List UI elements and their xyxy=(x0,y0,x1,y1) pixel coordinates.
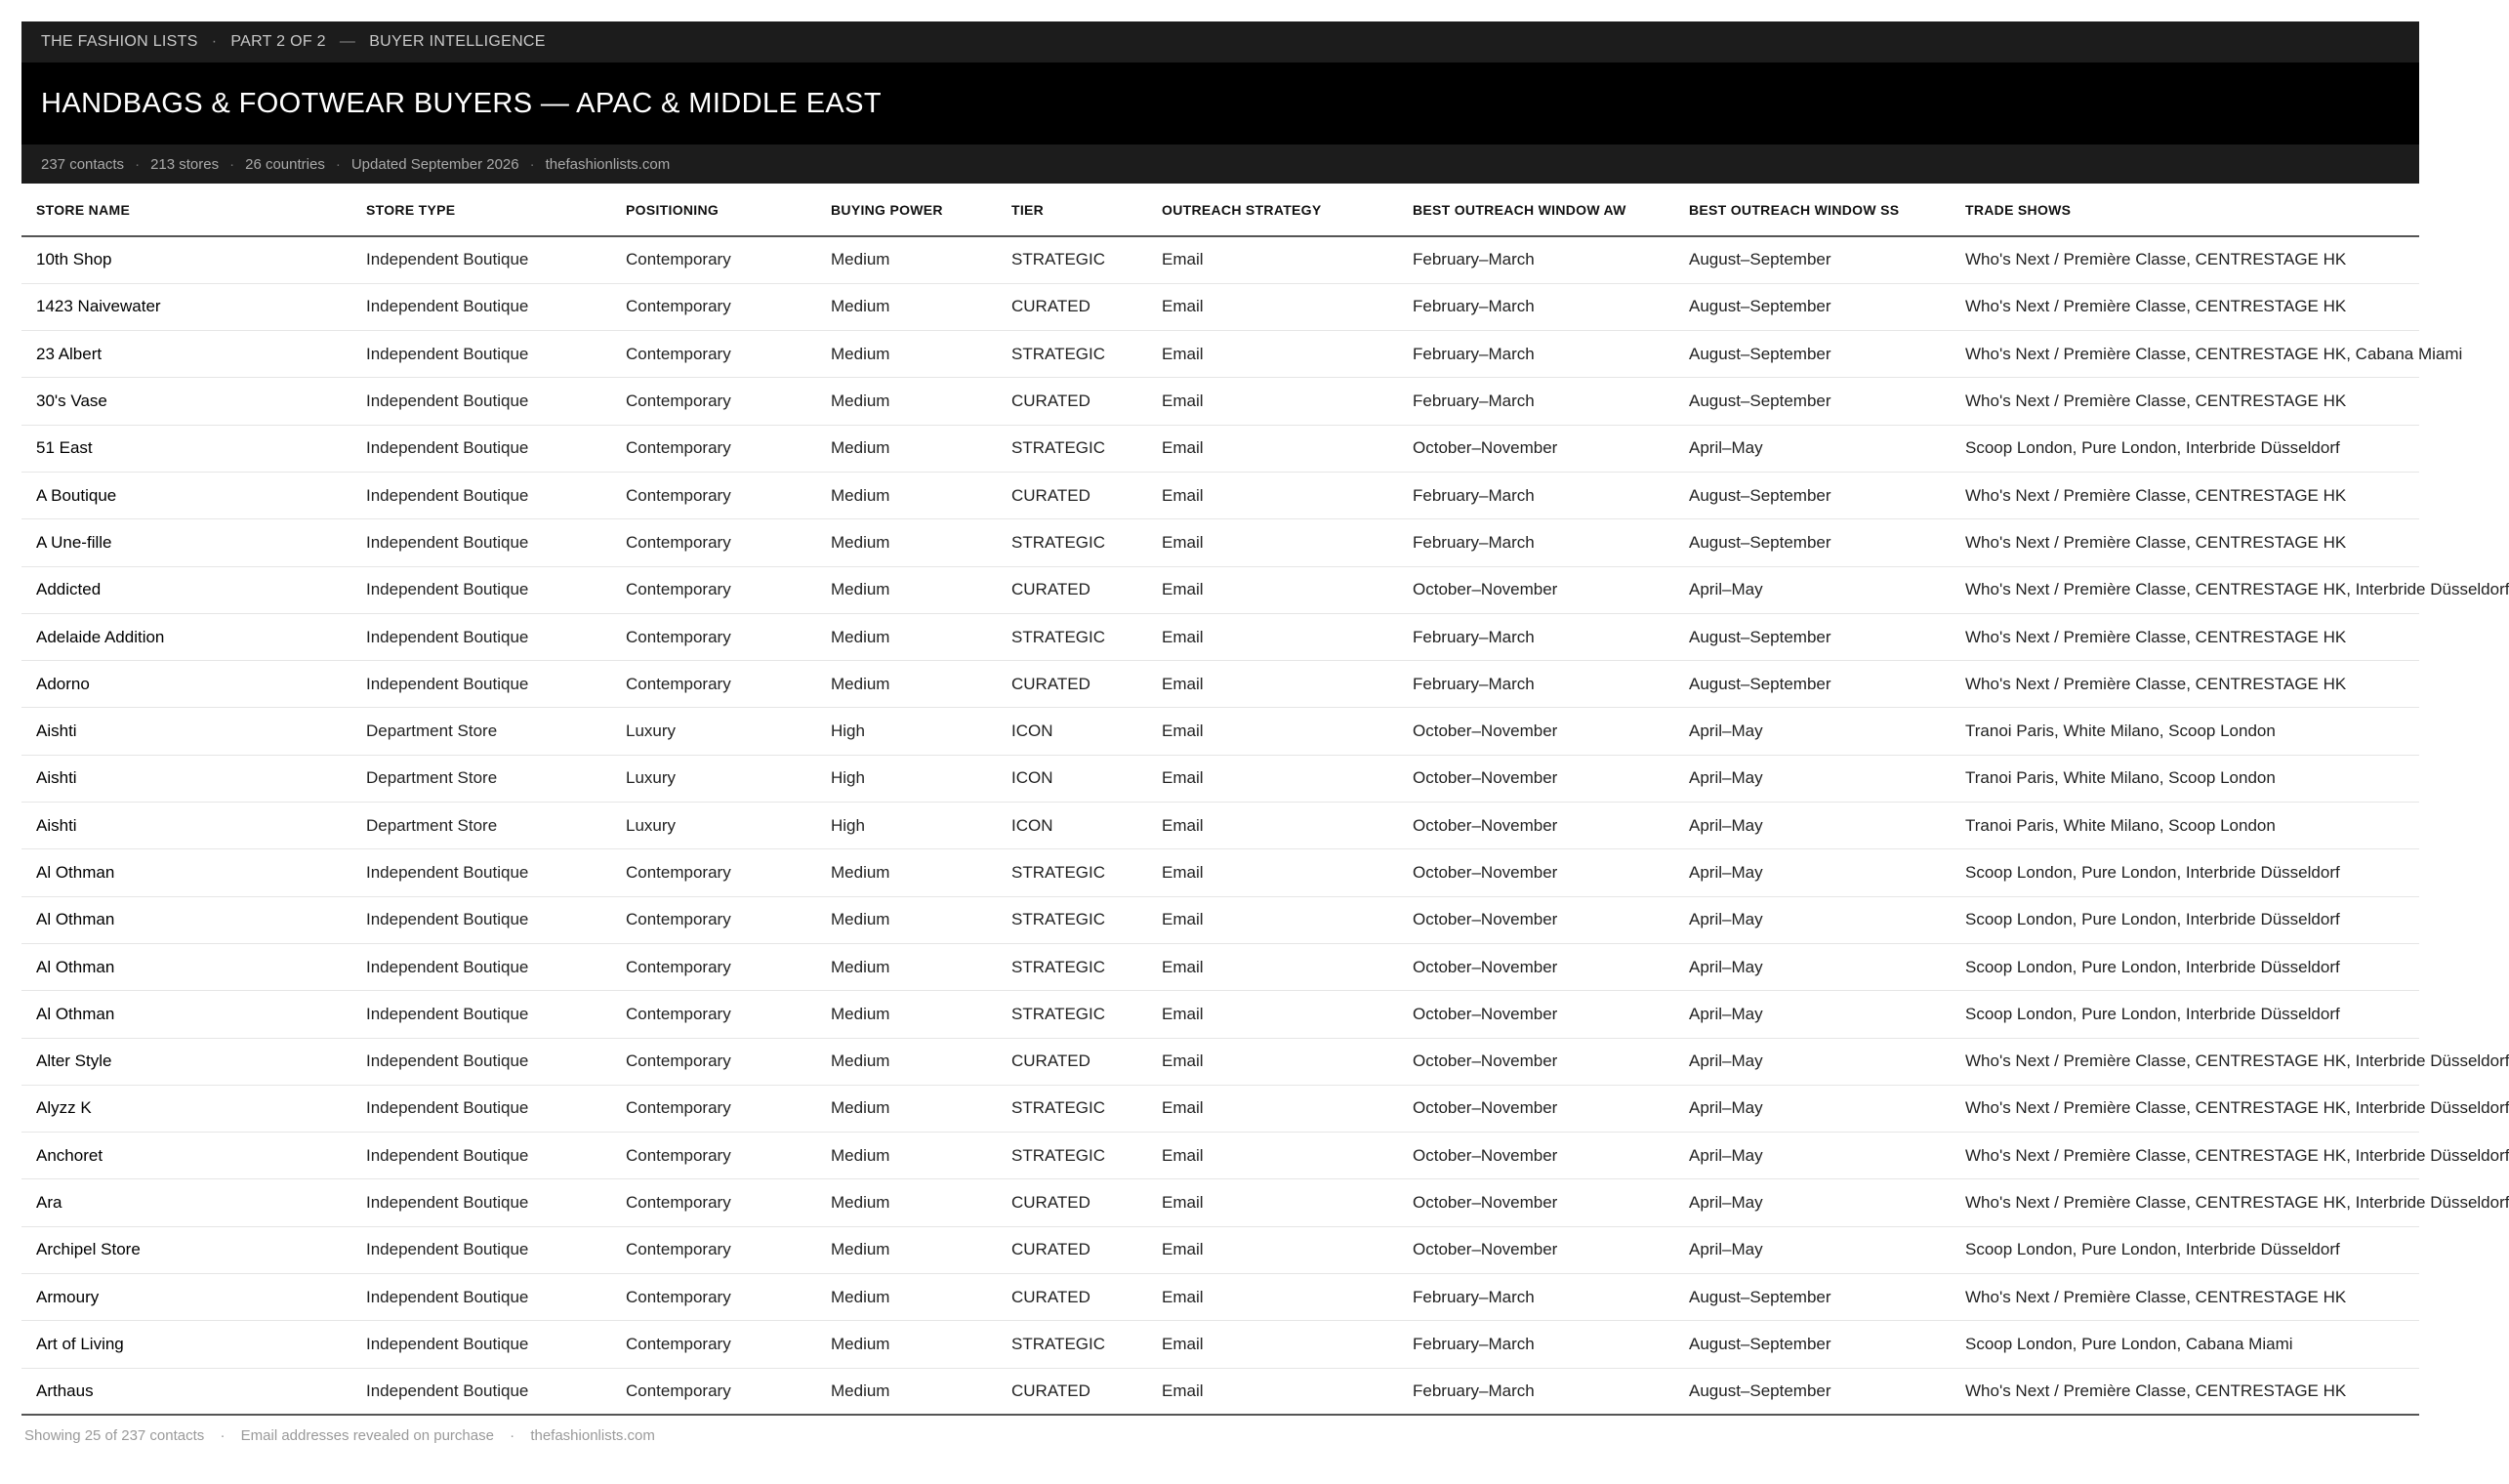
window-ss-cell: August–September xyxy=(1674,661,1951,708)
store-name-cell: Arthaus xyxy=(21,1368,351,1415)
tier-cell: CURATED xyxy=(997,1179,1147,1226)
contacts-count: 237 contacts xyxy=(41,155,125,173)
store-type-cell: Independent Boutique xyxy=(351,943,611,990)
tier-cell: ICON xyxy=(997,708,1147,755)
positioning-cell: Contemporary xyxy=(611,1179,816,1226)
buying-power-cell: Medium xyxy=(816,283,997,330)
positioning-cell: Contemporary xyxy=(611,519,816,566)
store-name-cell: A Une-fille xyxy=(21,519,351,566)
trade-shows-cell: Who's Next / Première Classe, CENTRESTAGE HK, Interbride Düsseldorf xyxy=(1951,1085,2419,1132)
positioning-cell: Luxury xyxy=(611,708,816,755)
window-aw-cell: February–March xyxy=(1398,661,1674,708)
tier-cell: STRATEGIC xyxy=(997,849,1147,896)
window-ss-cell: August–September xyxy=(1674,519,1951,566)
buying-power-cell: Medium xyxy=(816,566,997,613)
table-row[interactable] xyxy=(21,896,2419,943)
window-ss-cell: April–May xyxy=(1674,896,1951,943)
outreach-strategy-cell: Email xyxy=(1147,613,1398,660)
tier-cell: STRATEGIC xyxy=(997,1133,1147,1179)
window-ss-cell: April–May xyxy=(1674,943,1951,990)
window-ss-cell: August–September xyxy=(1674,1321,1951,1368)
column-header-window-ss[interactable]: BEST OUTREACH WINDOW SS xyxy=(1674,184,1951,236)
store-type-cell: Independent Boutique xyxy=(351,1274,611,1321)
tier-cell: CURATED xyxy=(997,1368,1147,1415)
store-type-cell: Independent Boutique xyxy=(351,1321,611,1368)
trade-shows-cell: Scoop London, Pure London, Interbride Düsseldorf xyxy=(1951,991,2419,1038)
store-type-cell: Independent Boutique xyxy=(351,1133,611,1179)
table-body xyxy=(21,236,2509,1415)
store-type-cell: Independent Boutique xyxy=(351,991,611,1038)
store-name-cell: Alyzz K xyxy=(21,1085,351,1132)
tier-cell: ICON xyxy=(997,755,1147,802)
outreach-strategy-cell: Email xyxy=(1147,1133,1398,1179)
outreach-strategy-cell: Email xyxy=(1147,236,1398,283)
window-aw-cell: October–November xyxy=(1398,755,1674,802)
separator-dash: — xyxy=(339,33,356,50)
store-name-cell: Ara xyxy=(21,1179,351,1226)
positioning-cell: Contemporary xyxy=(611,1321,816,1368)
outreach-strategy-cell: Email xyxy=(1147,755,1398,802)
outreach-strategy-cell: Email xyxy=(1147,331,1398,378)
trade-shows-cell: Who's Next / Première Classe, CENTRESTAGE HK xyxy=(1951,236,2419,283)
column-header-outreach-strategy[interactable]: OUTREACH STRATEGY xyxy=(1147,184,1398,236)
window-ss-cell: April–May xyxy=(1674,849,1951,896)
trade-shows-cell: Who's Next / Première Classe, CENTRESTAGE HK xyxy=(1951,283,2419,330)
table-row[interactable] xyxy=(21,661,2419,708)
table-row[interactable] xyxy=(21,943,2419,990)
store-type-cell: Department Store xyxy=(351,708,611,755)
trade-shows-cell: Tranoi Paris, White Milano, Scoop London xyxy=(1951,803,2419,849)
positioning-cell: Contemporary xyxy=(611,943,816,990)
table-row[interactable] xyxy=(21,613,2419,660)
outreach-strategy-cell: Email xyxy=(1147,1179,1398,1226)
window-ss-cell: August–September xyxy=(1674,331,1951,378)
outreach-strategy-cell: Email xyxy=(1147,1085,1398,1132)
positioning-cell: Contemporary xyxy=(611,1038,816,1085)
tier-cell: STRATEGIC xyxy=(997,991,1147,1038)
outreach-strategy-cell: Email xyxy=(1147,378,1398,425)
buying-power-cell: High xyxy=(816,755,997,802)
outreach-strategy-cell: Email xyxy=(1147,1038,1398,1085)
store-name-cell: A Boutique xyxy=(21,472,351,518)
part-label: PART 2 OF 2 xyxy=(230,33,326,50)
window-ss-cell: April–May xyxy=(1674,991,1951,1038)
buying-power-cell: Medium xyxy=(816,613,997,660)
outreach-strategy-cell: Email xyxy=(1147,519,1398,566)
trade-shows-cell: Who's Next / Première Classe, CENTRESTAGE HK, Interbride Düsseldorf xyxy=(1951,1179,2419,1226)
positioning-cell: Contemporary xyxy=(611,331,816,378)
table-row[interactable] xyxy=(21,1038,2419,1085)
store-type-cell: Independent Boutique xyxy=(351,613,611,660)
table-row[interactable] xyxy=(21,1274,2419,1321)
tier-cell: STRATEGIC xyxy=(997,519,1147,566)
outreach-strategy-cell: Email xyxy=(1147,1321,1398,1368)
store-type-cell: Independent Boutique xyxy=(351,519,611,566)
tier-cell: STRATEGIC xyxy=(997,1321,1147,1368)
trade-shows-cell: Who's Next / Première Classe, CENTRESTAGE HK xyxy=(1951,613,2419,660)
store-type-cell: Independent Boutique xyxy=(351,1226,611,1273)
outreach-strategy-cell: Email xyxy=(1147,425,1398,472)
positioning-cell: Contemporary xyxy=(611,613,816,660)
separator-dot: · xyxy=(220,1427,226,1445)
trade-shows-cell: Who's Next / Première Classe, CENTRESTAGE HK xyxy=(1951,1274,2419,1321)
buying-power-cell: Medium xyxy=(816,1321,997,1368)
store-type-cell: Independent Boutique xyxy=(351,566,611,613)
window-ss-cell: April–May xyxy=(1674,1179,1951,1226)
window-aw-cell: October–November xyxy=(1398,896,1674,943)
separator-dot: · xyxy=(135,155,141,173)
store-name-cell: Adelaide Addition xyxy=(21,613,351,660)
tier-cell: ICON xyxy=(997,803,1147,849)
window-ss-cell: August–September xyxy=(1674,236,1951,283)
buying-power-cell: Medium xyxy=(816,425,997,472)
store-type-cell: Independent Boutique xyxy=(351,236,611,283)
window-aw-cell: February–March xyxy=(1398,1368,1674,1415)
outreach-strategy-cell: Email xyxy=(1147,661,1398,708)
column-header-tier[interactable]: TIER xyxy=(997,184,1147,236)
column-header-store-name[interactable]: STORE NAME xyxy=(21,184,351,236)
window-aw-cell: October–November xyxy=(1398,1226,1674,1273)
trade-shows-cell: Who's Next / Première Classe, CENTRESTAGE HK xyxy=(1951,472,2419,518)
outreach-strategy-cell: Email xyxy=(1147,849,1398,896)
trade-shows-cell: Scoop London, Pure London, Interbride Düsseldorf xyxy=(1951,849,2419,896)
window-ss-cell: April–May xyxy=(1674,1226,1951,1273)
footer xyxy=(21,1427,2419,1444)
outreach-strategy-cell: Email xyxy=(1147,708,1398,755)
table-row[interactable] xyxy=(21,1085,2419,1132)
positioning-cell: Contemporary xyxy=(611,283,816,330)
buying-power-cell: Medium xyxy=(816,519,997,566)
window-aw-cell: October–November xyxy=(1398,1038,1674,1085)
window-aw-cell: October–November xyxy=(1398,849,1674,896)
store-name-cell: 30's Vase xyxy=(21,378,351,425)
window-aw-cell: February–March xyxy=(1398,519,1674,566)
column-header-buying-power[interactable]: BUYING POWER xyxy=(816,184,997,236)
trade-shows-cell: Who's Next / Première Classe, CENTRESTAGE HK xyxy=(1951,1368,2419,1415)
store-type-cell: Independent Boutique xyxy=(351,1179,611,1226)
table-row[interactable] xyxy=(21,1179,2419,1226)
separator-dot: · xyxy=(211,33,218,50)
trade-shows-cell: Who's Next / Première Classe, CENTRESTAGE HK, Interbride Düsseldorf xyxy=(1951,1038,2419,1085)
tier-cell: CURATED xyxy=(997,472,1147,518)
store-name-cell: Archipel Store xyxy=(21,1226,351,1273)
buying-power-cell: Medium xyxy=(816,1274,997,1321)
window-aw-cell: February–March xyxy=(1398,613,1674,660)
outreach-strategy-cell: Email xyxy=(1147,566,1398,613)
buyers-table xyxy=(21,184,2509,1416)
table-row[interactable] xyxy=(21,1368,2419,1415)
store-name-cell: Al Othman xyxy=(21,991,351,1038)
table-row[interactable] xyxy=(21,519,2419,566)
table-row[interactable] xyxy=(21,425,2419,472)
tier-cell: STRATEGIC xyxy=(997,236,1147,283)
buying-power-cell: High xyxy=(816,708,997,755)
store-type-cell: Independent Boutique xyxy=(351,283,611,330)
buying-power-cell: Medium xyxy=(816,1179,997,1226)
table-row[interactable] xyxy=(21,803,2419,849)
outreach-strategy-cell: Email xyxy=(1147,1274,1398,1321)
positioning-cell: Contemporary xyxy=(611,1133,816,1179)
window-ss-cell: August–September xyxy=(1674,613,1951,660)
store-type-cell: Department Store xyxy=(351,803,611,849)
buying-power-cell: Medium xyxy=(816,1368,997,1415)
trade-shows-cell: Scoop London, Pure London, Interbride Düsseldorf xyxy=(1951,425,2419,472)
store-name-cell: 23 Albert xyxy=(21,331,351,378)
store-type-cell: Independent Boutique xyxy=(351,425,611,472)
trade-shows-cell: Tranoi Paris, White Milano, Scoop London xyxy=(1951,755,2419,802)
brand-label: THE FASHION LISTS xyxy=(41,33,198,50)
trade-shows-cell: Who's Next / Première Classe, CENTRESTAGE HK, Interbride Düsseldorf xyxy=(1951,566,2419,613)
tier-cell: CURATED xyxy=(997,1226,1147,1273)
section-label: BUYER INTELLIGENCE xyxy=(369,33,546,50)
window-aw-cell: October–November xyxy=(1398,1133,1674,1179)
positioning-cell: Luxury xyxy=(611,803,816,849)
positioning-cell: Luxury xyxy=(611,755,816,802)
buying-power-cell: Medium xyxy=(816,1226,997,1273)
positioning-cell: Contemporary xyxy=(611,1274,816,1321)
trade-shows-cell: Scoop London, Pure London, Interbride Düsseldorf xyxy=(1951,896,2419,943)
window-ss-cell: August–September xyxy=(1674,1274,1951,1321)
tier-cell: STRATEGIC xyxy=(997,613,1147,660)
window-aw-cell: February–March xyxy=(1398,283,1674,330)
outreach-strategy-cell: Email xyxy=(1147,896,1398,943)
store-name-cell: Aishti xyxy=(21,803,351,849)
window-ss-cell: April–May xyxy=(1674,566,1951,613)
window-aw-cell: February–March xyxy=(1398,472,1674,518)
tier-cell: CURATED xyxy=(997,566,1147,613)
title-bar xyxy=(21,62,2419,144)
column-header-store-type[interactable]: STORE TYPE xyxy=(351,184,611,236)
tier-cell: CURATED xyxy=(997,283,1147,330)
window-aw-cell: February–March xyxy=(1398,378,1674,425)
window-ss-cell: April–May xyxy=(1674,1038,1951,1085)
outreach-strategy-cell: Email xyxy=(1147,1368,1398,1415)
store-name-cell: Aishti xyxy=(21,708,351,755)
buying-power-cell: Medium xyxy=(816,1133,997,1179)
store-type-cell: Department Store xyxy=(351,755,611,802)
store-name-cell: Alter Style xyxy=(21,1038,351,1085)
table-row[interactable] xyxy=(21,755,2419,802)
store-name-cell: Adorno xyxy=(21,661,351,708)
store-type-cell: Independent Boutique xyxy=(351,661,611,708)
buying-power-cell: Medium xyxy=(816,1085,997,1132)
outreach-strategy-cell: Email xyxy=(1147,283,1398,330)
table-row[interactable] xyxy=(21,566,2419,613)
table-row[interactable] xyxy=(21,849,2419,896)
buying-power-cell: Medium xyxy=(816,236,997,283)
trade-shows-cell: Who's Next / Première Classe, CENTRESTAGE HK, Cabana Miami xyxy=(1951,331,2419,378)
positioning-cell: Contemporary xyxy=(611,236,816,283)
positioning-cell: Contemporary xyxy=(611,849,816,896)
window-aw-cell: October–November xyxy=(1398,566,1674,613)
separator-dot: · xyxy=(529,155,535,173)
buying-power-cell: Medium xyxy=(816,378,997,425)
table-row[interactable] xyxy=(21,283,2419,330)
table-row[interactable] xyxy=(21,378,2419,425)
window-aw-cell: February–March xyxy=(1398,236,1674,283)
window-ss-cell: April–May xyxy=(1674,803,1951,849)
column-header-trade-shows[interactable]: TRADE SHOWS xyxy=(1951,184,2419,236)
column-header-window-aw[interactable]: BEST OUTREACH WINDOW AW xyxy=(1398,184,1674,236)
page-title: HANDBAGS & FOOTWEAR BUYERS — APAC & MIDDLE EAST xyxy=(41,87,883,119)
store-type-cell: Independent Boutique xyxy=(351,1368,611,1415)
table-row[interactable] xyxy=(21,472,2419,518)
store-name-cell: Al Othman xyxy=(21,849,351,896)
window-ss-cell: April–May xyxy=(1674,755,1951,802)
trade-shows-cell: Who's Next / Première Classe, CENTRESTAGE HK xyxy=(1951,519,2419,566)
outreach-strategy-cell: Email xyxy=(1147,1226,1398,1273)
buying-power-cell: Medium xyxy=(816,472,997,518)
store-type-cell: Independent Boutique xyxy=(351,896,611,943)
tier-cell: CURATED xyxy=(997,1038,1147,1085)
website-label: thefashionlists.com xyxy=(545,155,671,173)
top-bar xyxy=(21,21,2419,62)
document-sheet xyxy=(21,21,2509,1445)
positioning-cell: Contemporary xyxy=(611,896,816,943)
window-ss-cell: August–September xyxy=(1674,1368,1951,1415)
tier-cell: STRATEGIC xyxy=(997,331,1147,378)
outreach-strategy-cell: Email xyxy=(1147,803,1398,849)
window-ss-cell: August–September xyxy=(1674,378,1951,425)
window-aw-cell: February–March xyxy=(1398,1321,1674,1368)
tier-cell: STRATEGIC xyxy=(997,1085,1147,1132)
buying-power-cell: Medium xyxy=(816,661,997,708)
store-name-cell: 51 East xyxy=(21,425,351,472)
table-row[interactable] xyxy=(21,1321,2419,1368)
tier-cell: STRATEGIC xyxy=(997,943,1147,990)
table-row[interactable] xyxy=(21,1226,2419,1273)
store-type-cell: Independent Boutique xyxy=(351,1038,611,1085)
window-aw-cell: February–March xyxy=(1398,1274,1674,1321)
trade-shows-cell: Scoop London, Pure London, Interbride Düsseldorf xyxy=(1951,943,2419,990)
tier-cell: CURATED xyxy=(997,1274,1147,1321)
positioning-cell: Contemporary xyxy=(611,1226,816,1273)
buying-power-cell: Medium xyxy=(816,331,997,378)
table-row[interactable] xyxy=(21,1133,2419,1179)
window-aw-cell: October–November xyxy=(1398,803,1674,849)
window-aw-cell: February–March xyxy=(1398,331,1674,378)
table-row[interactable] xyxy=(21,236,2419,283)
tier-cell: CURATED xyxy=(997,661,1147,708)
window-ss-cell: April–May xyxy=(1674,708,1951,755)
column-header-positioning[interactable]: POSITIONING xyxy=(611,184,816,236)
separator-dot: · xyxy=(335,155,341,173)
trade-shows-cell: Who's Next / Première Classe, CENTRESTAGE HK xyxy=(1951,661,2419,708)
tier-cell: STRATEGIC xyxy=(997,425,1147,472)
buying-power-cell: High xyxy=(816,803,997,849)
showing-count: Showing 25 of 237 contacts xyxy=(24,1427,205,1445)
table-row[interactable] xyxy=(21,708,2419,755)
updated-date: Updated September 2026 xyxy=(350,155,519,173)
stats-bar xyxy=(21,144,2419,184)
positioning-cell: Contemporary xyxy=(611,566,816,613)
trade-shows-cell: Scoop London, Pure London, Interbride Düsseldorf xyxy=(1951,1226,2419,1273)
trade-shows-cell: Tranoi Paris, White Milano, Scoop London xyxy=(1951,708,2419,755)
tier-cell: CURATED xyxy=(997,378,1147,425)
table-row[interactable] xyxy=(21,991,2419,1038)
window-aw-cell: October–November xyxy=(1398,943,1674,990)
outreach-strategy-cell: Email xyxy=(1147,472,1398,518)
positioning-cell: Contemporary xyxy=(611,1085,816,1132)
store-type-cell: Independent Boutique xyxy=(351,472,611,518)
buying-power-cell: Medium xyxy=(816,1038,997,1085)
countries-count: 26 countries xyxy=(245,155,325,173)
positioning-cell: Contemporary xyxy=(611,425,816,472)
buying-power-cell: Medium xyxy=(816,896,997,943)
window-aw-cell: October–November xyxy=(1398,425,1674,472)
store-type-cell: Independent Boutique xyxy=(351,1085,611,1132)
table-row[interactable] xyxy=(21,331,2419,378)
positioning-cell: Contemporary xyxy=(611,991,816,1038)
positioning-cell: Contemporary xyxy=(611,378,816,425)
separator-dot: · xyxy=(229,155,235,173)
stores-count: 213 stores xyxy=(150,155,220,173)
outreach-strategy-cell: Email xyxy=(1147,991,1398,1038)
window-aw-cell: October–November xyxy=(1398,708,1674,755)
store-name-cell: Al Othman xyxy=(21,896,351,943)
store-name-cell: Art of Living xyxy=(21,1321,351,1368)
store-name-cell: Aishti xyxy=(21,755,351,802)
footer-website: thefashionlists.com xyxy=(530,1427,655,1445)
separator-dot: · xyxy=(510,1427,515,1445)
store-name-cell: Addicted xyxy=(21,566,351,613)
store-name-cell: Al Othman xyxy=(21,943,351,990)
positioning-cell: Contemporary xyxy=(611,661,816,708)
buying-power-cell: Medium xyxy=(816,991,997,1038)
table-header-row xyxy=(21,184,2419,236)
store-name-cell: 1423 Naivewater xyxy=(21,283,351,330)
window-aw-cell: October–November xyxy=(1398,1179,1674,1226)
window-ss-cell: April–May xyxy=(1674,1133,1951,1179)
store-name-cell: Armoury xyxy=(21,1274,351,1321)
trade-shows-cell: Who's Next / Première Classe, CENTRESTAGE HK, Interbride Düsseldorf xyxy=(1951,1133,2419,1179)
store-name-cell: Anchoret xyxy=(21,1133,351,1179)
trade-shows-cell: Scoop London, Pure London, Cabana Miami xyxy=(1951,1321,2419,1368)
tier-cell: STRATEGIC xyxy=(997,896,1147,943)
purchase-note: Email addresses revealed on purchase xyxy=(240,1427,494,1445)
positioning-cell: Contemporary xyxy=(611,1368,816,1415)
store-type-cell: Independent Boutique xyxy=(351,849,611,896)
window-aw-cell: October–November xyxy=(1398,1085,1674,1132)
positioning-cell: Contemporary xyxy=(611,472,816,518)
window-ss-cell: August–September xyxy=(1674,472,1951,518)
store-name-cell: 10th Shop xyxy=(21,236,351,283)
window-ss-cell: August–September xyxy=(1674,283,1951,330)
store-type-cell: Independent Boutique xyxy=(351,331,611,378)
buying-power-cell: Medium xyxy=(816,943,997,990)
trade-shows-cell: Who's Next / Première Classe, CENTRESTAGE HK xyxy=(1951,378,2419,425)
window-ss-cell: April–May xyxy=(1674,1085,1951,1132)
outreach-strategy-cell: Email xyxy=(1147,943,1398,990)
window-ss-cell: April–May xyxy=(1674,425,1951,472)
window-aw-cell: October–November xyxy=(1398,991,1674,1038)
buying-power-cell: Medium xyxy=(816,849,997,896)
store-type-cell: Independent Boutique xyxy=(351,378,611,425)
